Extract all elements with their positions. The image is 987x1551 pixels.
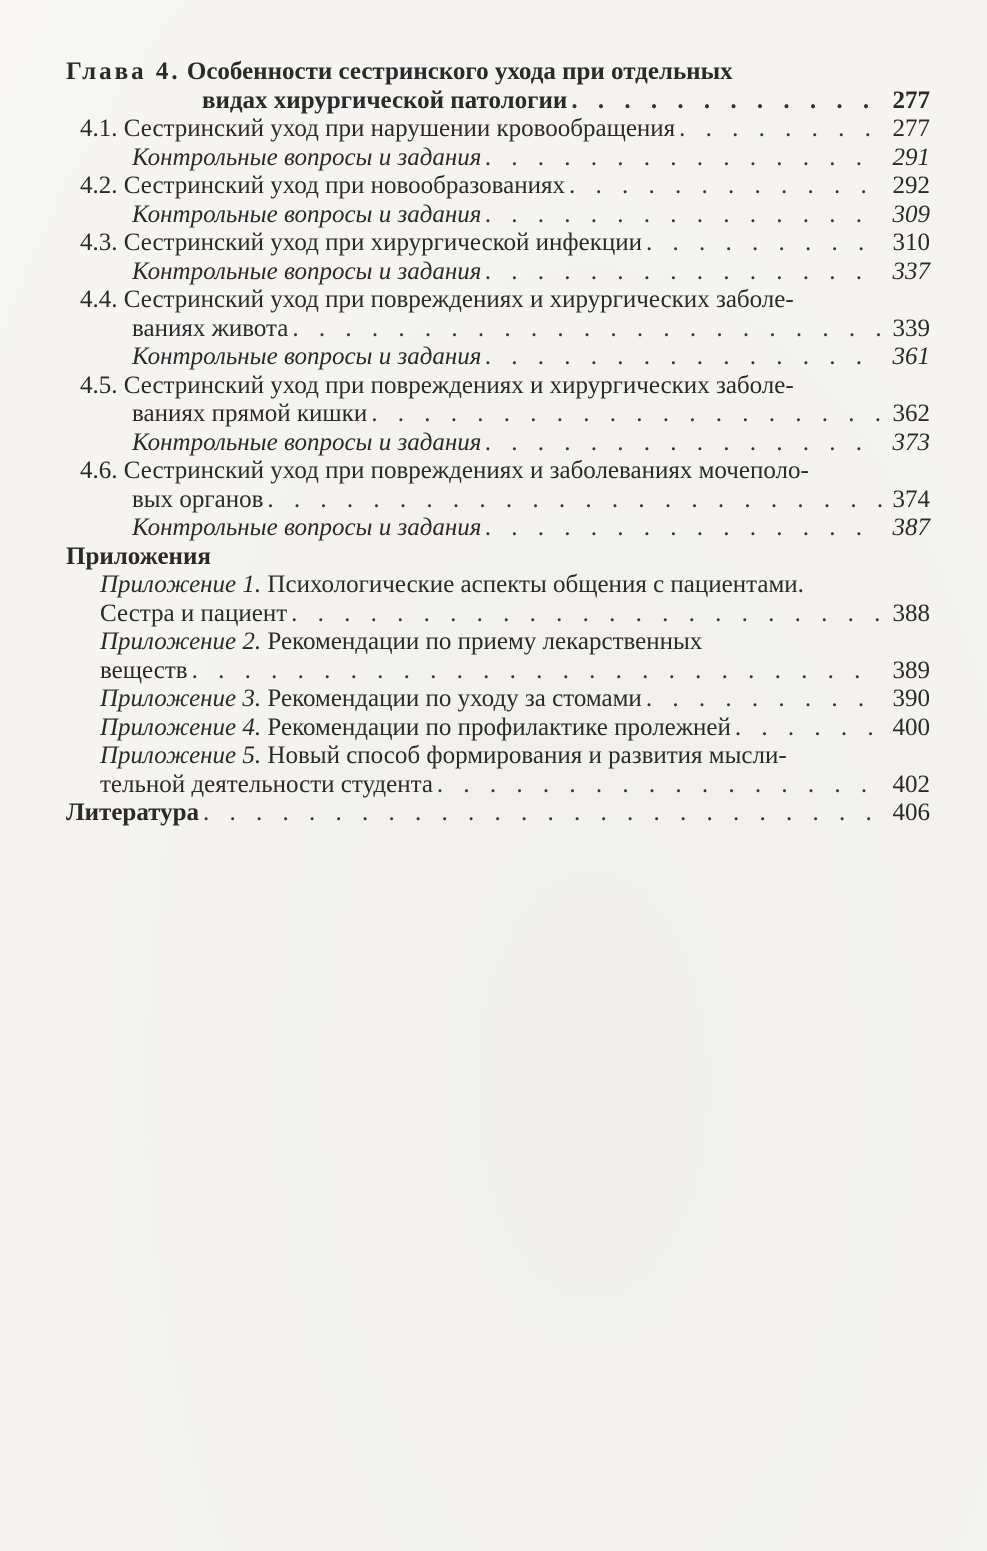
appendix-4[interactable] [66,714,930,743]
page-number: 362 [892,400,930,427]
toc-entry-4-6[interactable] [66,457,930,486]
leader-dots [291,600,882,629]
page-number: 389 [892,656,930,684]
questions-label: Контрольные вопросы и задания [132,514,482,541]
appendix-1[interactable] [66,571,930,600]
questions-label: Контрольные вопросы и задания [132,200,482,228]
toc-entry-4-4-cont[interactable] [66,315,930,344]
appendix-title-line2: тельной деятельности студента [100,770,433,798]
page-number: 390 [892,685,930,712]
appendix-3[interactable] [66,685,930,714]
section-number: 4.2. [80,172,118,199]
toc-entry-questions[interactable] [66,514,930,543]
appendix-title-line1: Психологические аспекты общения с пациентами. [267,571,804,598]
section-number: 4.1. [80,115,118,142]
toc-entry-literature[interactable] [66,799,930,828]
toc-entry-4-1[interactable] [66,115,930,144]
appendix-5[interactable] [66,742,930,771]
leader-dots [485,144,882,173]
section-title-line2: ваниях живота [132,314,289,342]
leader-dots [292,315,882,344]
section-title-line1: Сестринский уход при повреждениях и заболеваниях мочеполо- [123,457,809,484]
leader-dots [267,486,882,515]
toc-entry-4-3[interactable] [66,229,930,258]
section-title-line2: ваниях прямой кишки [132,400,368,427]
section-title-line2: вых органов [132,485,264,513]
toc-entry-questions[interactable] [66,429,930,458]
page-number: 309 [892,200,930,228]
appendix-title-line1: Рекомендации по уходу за стомами [267,685,642,712]
questions-label: Контрольные вопросы и задания [132,143,482,171]
appendix-2-cont[interactable] [66,657,930,686]
page-number: 400 [892,713,930,741]
leader-dots [192,657,882,686]
appendix-title-line2: веществ [100,656,188,684]
chapter-prefix: Глава 4. [66,58,181,85]
appendix-label: Приложение 4. [100,713,262,741]
section-title: Сестринский уход при новообразованиях [123,172,565,199]
toc-entry-4-2[interactable] [66,172,930,201]
section-title: Сестринский уход при хирургической инфекции [123,229,642,256]
appendix-label: Приложение 3. [100,685,262,712]
page-number: 388 [892,599,930,627]
appendix-2[interactable] [66,628,930,657]
leader-dots [679,115,882,144]
leader-dots [735,714,882,743]
section-title: Сестринский уход при нарушении кровообращения [123,115,676,142]
leader-dots [569,172,882,201]
page-number: 406 [892,799,930,826]
leader-dots [203,799,882,828]
appendix-label: Приложение 5. [100,742,262,769]
leader-dots [485,201,882,230]
appendix-title-line2: Сестра и пациент [100,599,288,627]
page-number: 402 [892,770,930,798]
appendices-heading: Приложения [66,542,211,570]
appendix-title-line1: Новый способ формирования и развития мысли- [267,742,787,769]
leader-dots [485,258,882,287]
section-title-line1: Сестринский уход при повреждениях и хирургических заболе- [123,286,794,313]
questions-label: Контрольные вопросы и задания [132,428,482,456]
chapter-title-line1: Особенности сестринского ухода при отдельных [186,58,733,85]
questions-label: Контрольные вопросы и задания [132,343,482,370]
toc-entry-questions[interactable] [66,201,930,230]
page-number: 277 [892,115,930,142]
toc-entry-4-4[interactable] [66,286,930,315]
leader-dots [437,771,882,800]
page-number: 292 [892,172,930,199]
leader-dots [646,685,882,714]
section-number: 4.3. [80,229,118,256]
section-number: 4.6. [80,457,118,484]
toc-entry-4-5-cont[interactable] [66,400,930,429]
chapter-heading-cont [66,87,930,116]
chapter-heading [66,58,930,87]
toc-entry-4-6-cont[interactable] [66,486,930,515]
leader-dots [371,400,882,429]
appendix-title-line1: Рекомендации по профилактике пролежней [267,713,731,741]
leader-dots [485,343,882,372]
section-number: 4.5. [80,371,118,399]
chapter-title-line2: видах хирургической патологии [202,86,568,114]
toc-entry-questions[interactable] [66,258,930,287]
page-number: 387 [892,514,930,541]
page-number: 374 [892,485,930,513]
toc-entry-questions[interactable] [66,343,930,372]
page-number: 373 [892,428,930,456]
questions-label: Контрольные вопросы и задания [132,257,482,285]
page-number: 361 [892,343,930,370]
page-number: 339 [892,314,930,342]
literature-label: Литература [66,799,200,826]
page-number: 310 [892,229,930,256]
leader-dots [646,229,882,258]
appendix-title-line1: Рекомендации по приему лекарственных [267,628,703,655]
appendix-label: Приложение 2. [100,628,262,655]
page-number: 337 [892,257,930,285]
section-number: 4.4. [80,286,118,313]
table-of-contents [66,58,930,828]
toc-entry-questions[interactable] [66,144,930,173]
appendix-1-cont[interactable] [66,600,930,629]
page-number: 291 [892,143,930,171]
leader-dots [485,429,882,458]
page-number: 277 [892,86,930,114]
section-title-line1: Сестринский уход при повреждениях и хирургических заболе- [123,371,794,399]
toc-entry-4-5[interactable] [66,372,930,401]
leader-dots [485,514,882,543]
appendix-5-cont[interactable] [66,771,930,800]
appendix-label: Приложение 1. [100,571,262,598]
leader-dots [571,87,882,116]
